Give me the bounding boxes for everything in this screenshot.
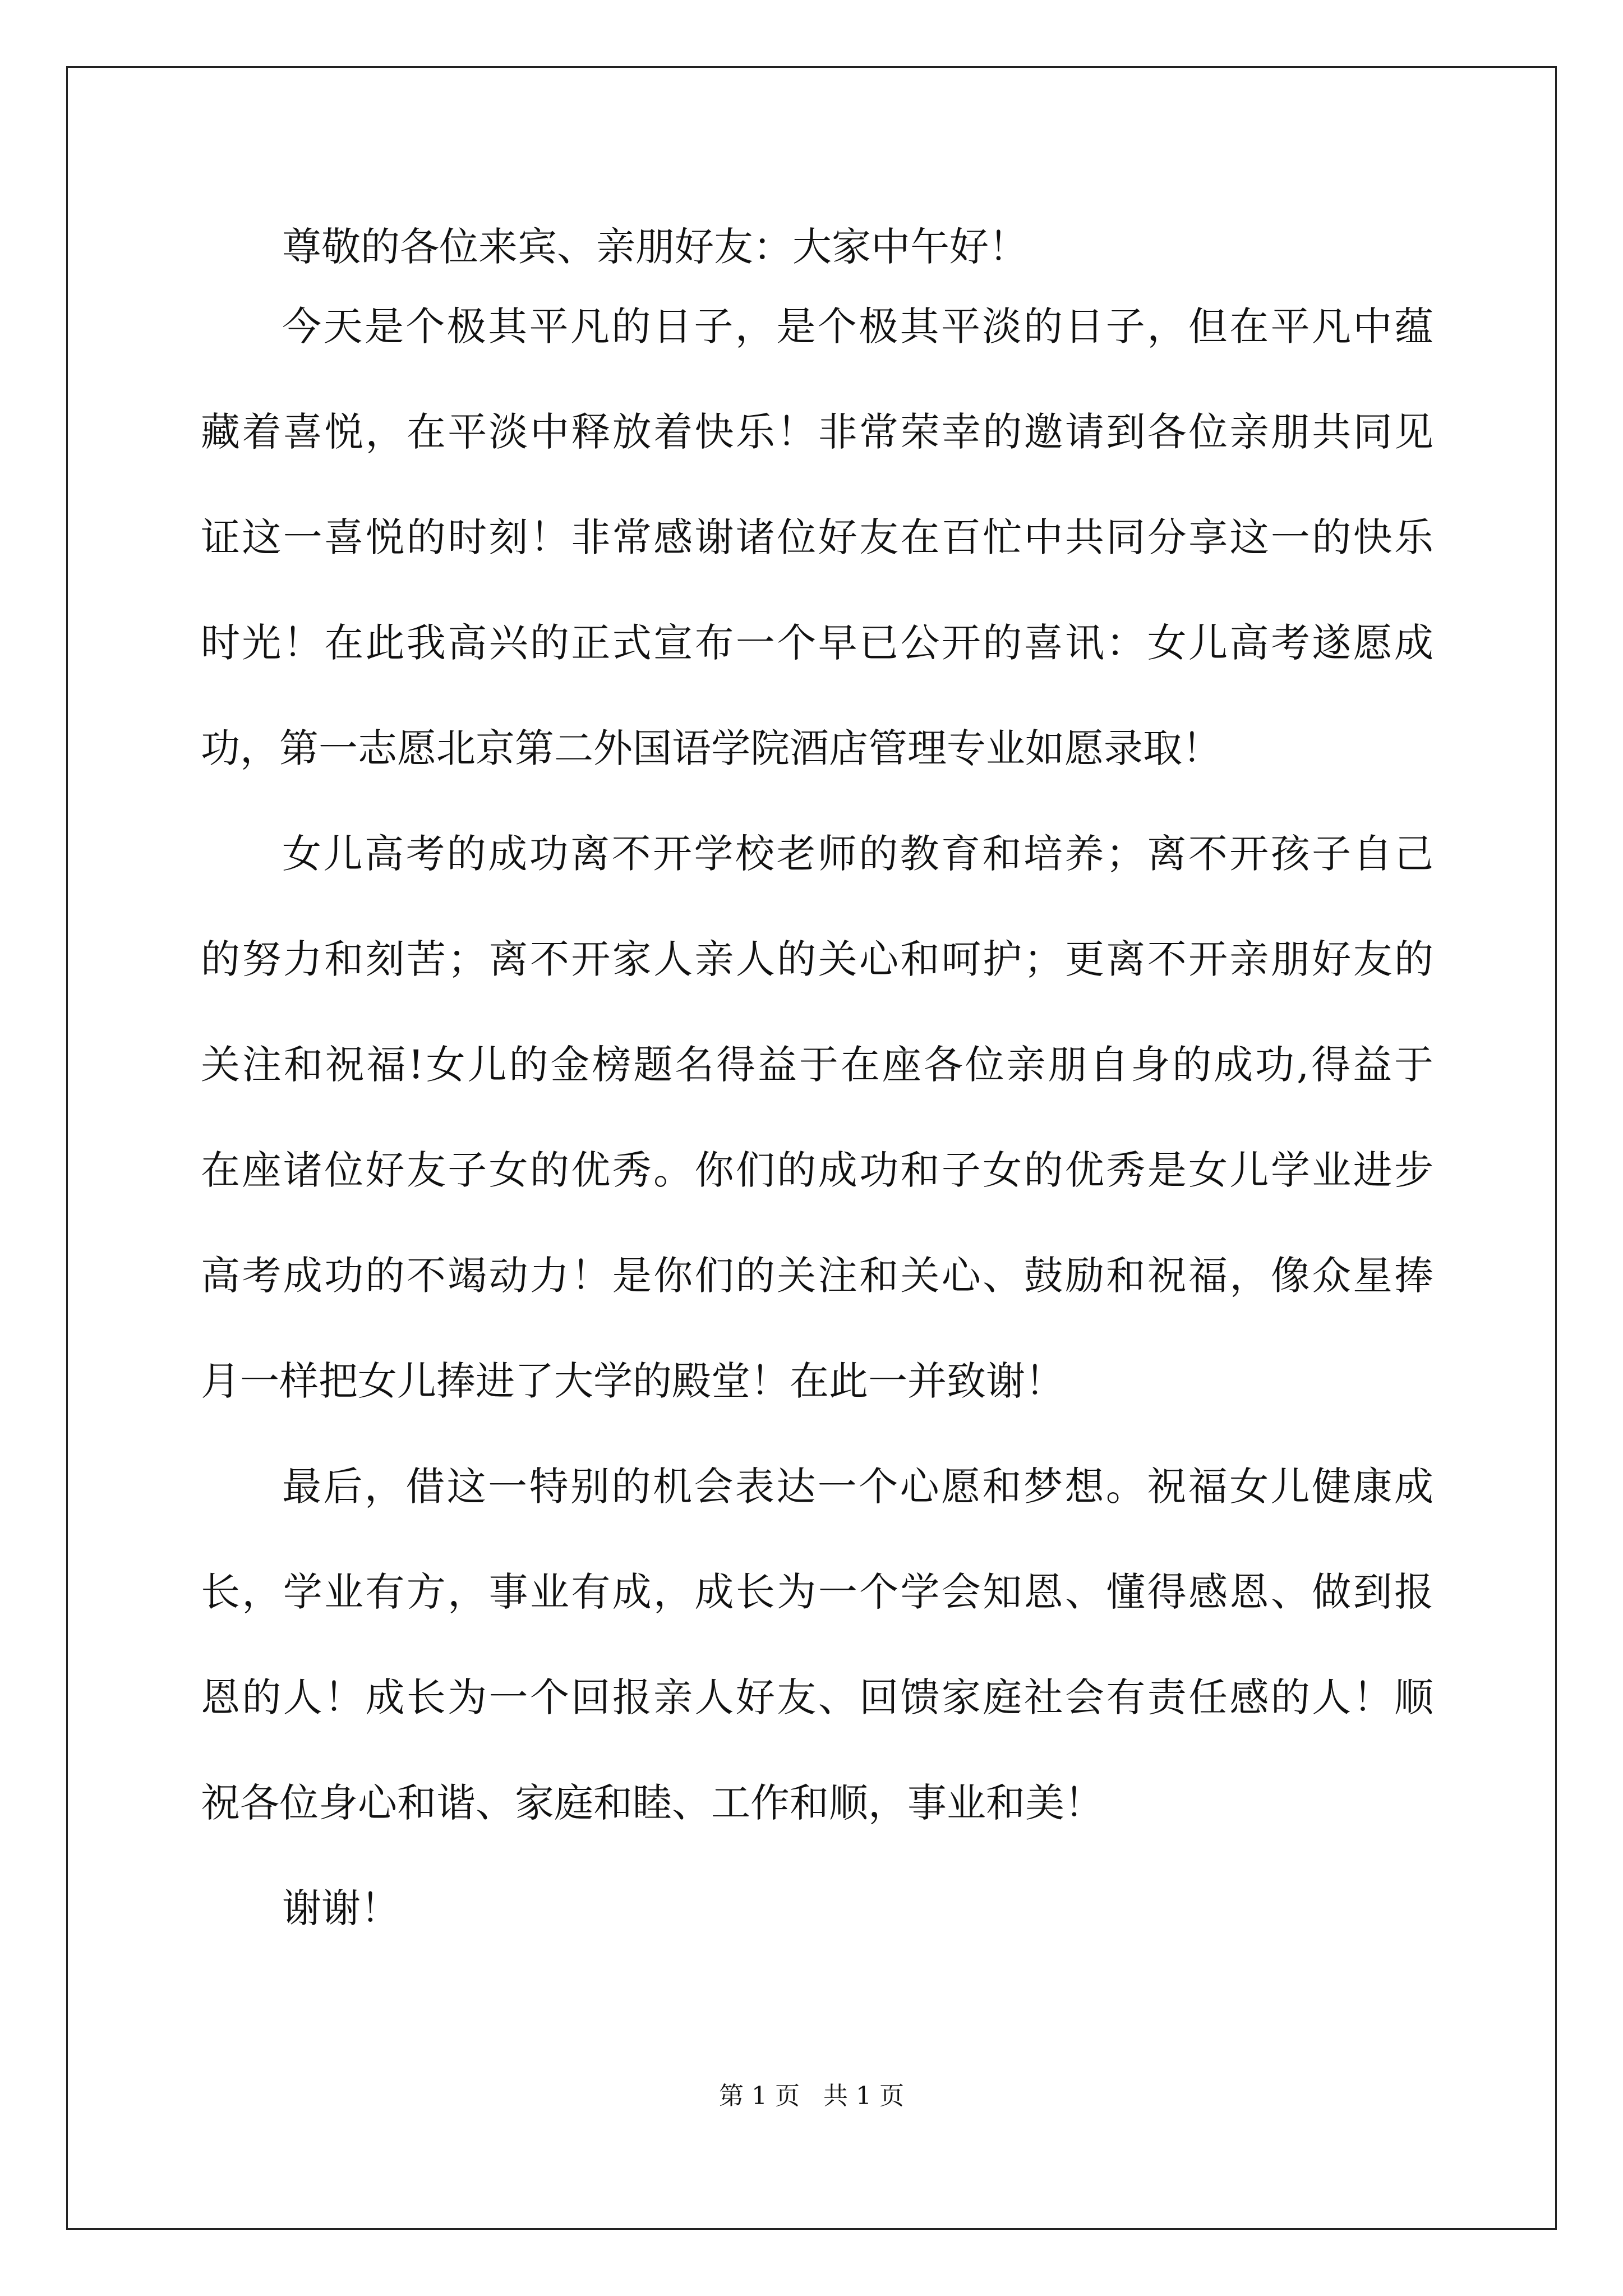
paragraph-2-line-1: 女儿高考的成功离不开学校老师的教育和培养；离不开孩子自己 bbox=[282, 831, 1433, 877]
paragraph-1-line-5: 功，第一志愿北京第二外国语学院酒店管理专业如愿录取！ bbox=[201, 725, 1221, 771]
page-number: 第 1 页 共 1 页 bbox=[719, 2082, 904, 2110]
paragraph-1-line-1: 今天是个极其平凡的日子，是个极其平淡的日子，但在平凡中蕴 bbox=[282, 303, 1433, 349]
paragraph-1-line-2: 藏着喜悦，在平淡中释放着快乐！非常荣幸的邀请到各位亲朋共同见 bbox=[201, 409, 1433, 455]
paragraph-2-line-5: 高考成功的不竭动力！是你们的关注和关心、鼓励和祝福，像众星捧 bbox=[201, 1253, 1433, 1299]
paragraph-2-line-4: 在座诸位好友子女的优秀。你们的成功和子女的优秀是女儿学业进步 bbox=[201, 1147, 1433, 1193]
paragraph-3-line-1: 最后，借这一特别的机会表达一个心愿和梦想。祝福女儿健康成 bbox=[282, 1464, 1433, 1510]
paragraph-3-line-4: 祝各位身心和谐、家庭和睦、工作和顺，事业和美！ bbox=[201, 1780, 1104, 1826]
paragraph-2-line-3: 关注和祝福!女儿的金榜题名得益于在座各位亲朋自身的成功,得益于 bbox=[201, 1042, 1433, 1088]
closing-line: 谢谢！ bbox=[282, 1885, 400, 1931]
paragraph-2-line-2: 的努力和刻苦；离不开家人亲人的关心和呵护；更离不开亲朋好友的 bbox=[201, 936, 1433, 982]
paragraph-3-line-2: 长，学业有方，事业有成，成长为一个学会知恩、懂得感恩、做到报 bbox=[201, 1569, 1433, 1615]
paragraph-2-line-6: 月一样把女儿捧进了大学的殿堂！在此一并致谢！ bbox=[201, 1358, 1064, 1404]
paragraph-1-line-4: 时光！在此我高兴的正式宣布一个早已公开的喜讯：女儿高考遂愿成 bbox=[201, 620, 1433, 666]
greeting-line: 尊敬的各位来宾、亲朋好友：大家中午好！ bbox=[282, 224, 1028, 270]
paragraph-1-line-3: 证这一喜悦的时刻！非常感谢诸位好友在百忙中共同分享这一的快乐 bbox=[201, 514, 1433, 560]
paragraph-3-line-3: 恩的人！成长为一个回报亲人好友、回馈家庭社会有责任感的人！顺 bbox=[201, 1674, 1433, 1720]
